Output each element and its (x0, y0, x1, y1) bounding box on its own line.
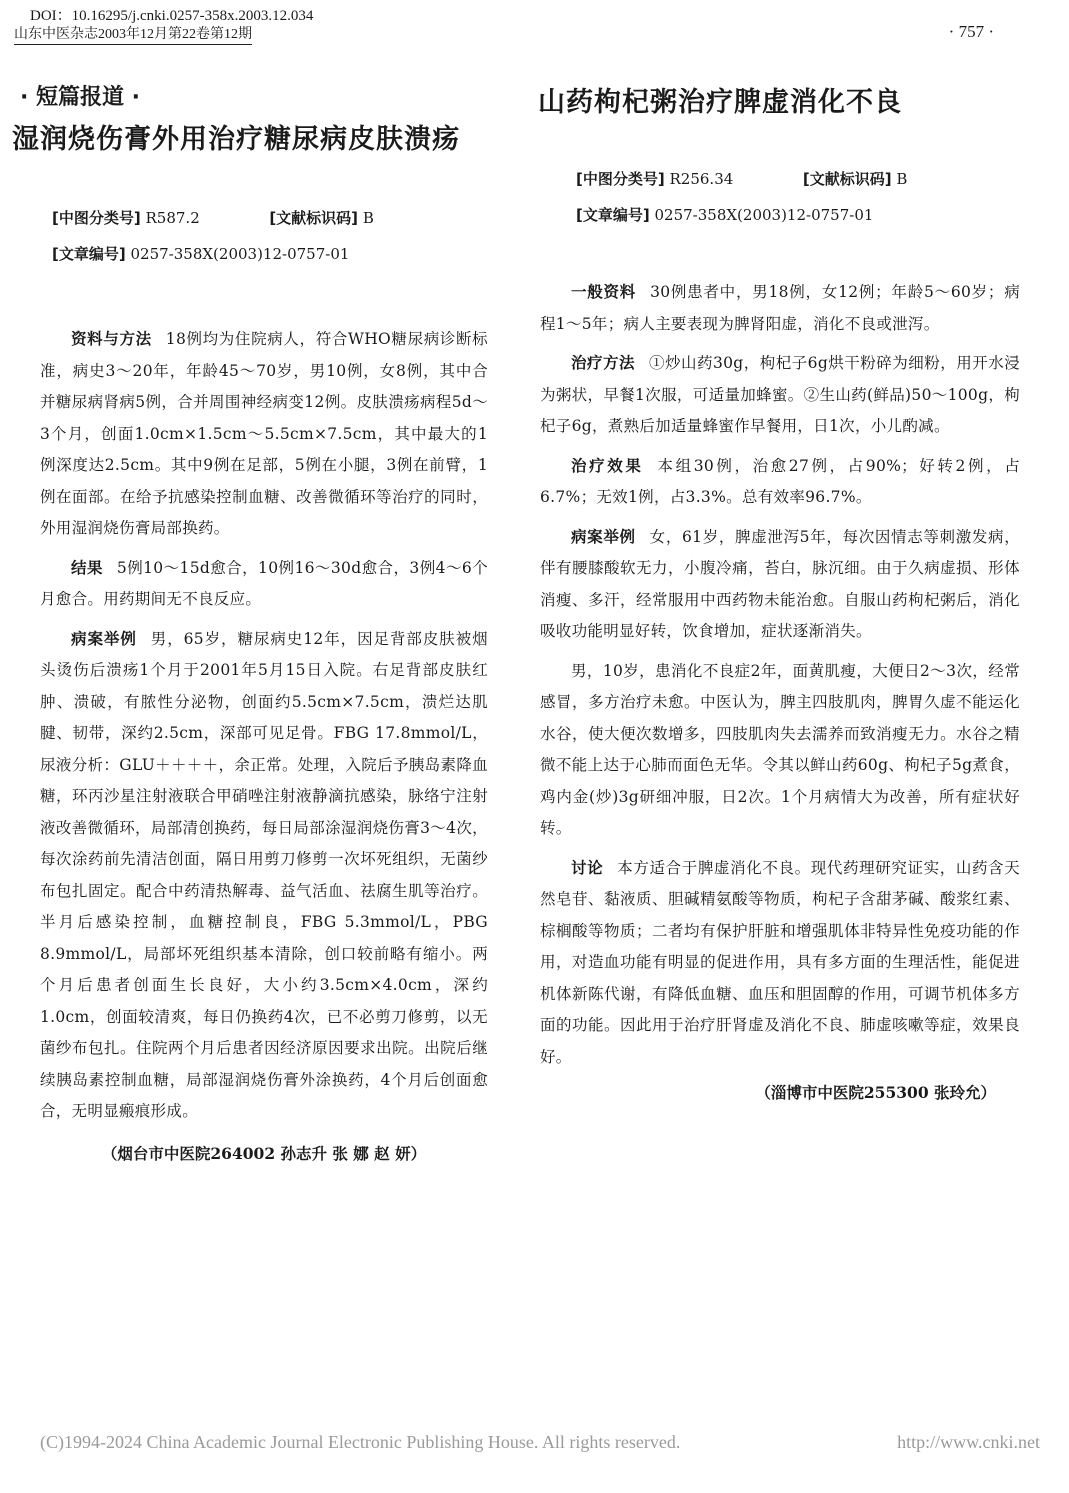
article-body (540, 277, 1020, 1073)
paragraph-text: 本方适合于脾虚消化不良。现代药理研究证实，山药含天然皂苷、黏液质、胆碱精氨酸等物质，枸杞子含甜茅碱、酸浆红素、棕榈酸等物质；二者均有保护肝脏和增强肌体非特异性免疫功能的作用，对造血功能有明显的促进作用，具有多方面的生理活性，能促进机体新陈代谢，有降低血糖、血压和胆固醇的作用，可调节机体多方面的功能。因此用于治疗肝肾虚及消化不良、肺虚咳嗽等症，效果良好。 (540, 858, 1020, 1066)
paragraph-lead: 病案举例 (71, 629, 137, 648)
paragraph-general (540, 277, 1020, 340)
paragraph-lead: 治疗方法 (571, 354, 635, 372)
author-signature: （烟台市中医院264002 孙志升 张 娜 赵 妍） (101, 1143, 427, 1163)
author-signature: （淄博市中医院255300 张玲允） (755, 1083, 996, 1102)
metadata-row-2 (52, 236, 488, 272)
paragraph-lead: 资料与方法 (71, 330, 152, 348)
paragraph-lead: 治疗效果 (571, 456, 644, 475)
paragraph-text: 5例10～15d愈合，10例16～30d愈合，3例4～6个月愈合。用药期间无不良反应。 (40, 558, 488, 608)
paragraph-methods (40, 324, 488, 545)
article-metadata (52, 200, 488, 272)
copyright-text: (C)1994-2024 China Academic Journal Electronic Publishing House. All rights reserved. (40, 1432, 681, 1452)
doc-code-label: [文献标识码] (269, 209, 359, 227)
paragraph-lead: 一般资料 (571, 283, 637, 301)
paragraph-lead: 讨论 (571, 858, 604, 877)
article-title: 山药枸杞粥治疗脾虚消化不良 (538, 87, 902, 118)
paragraph-case (40, 624, 488, 1128)
left-article (12, 80, 488, 1164)
paragraph-discussion (540, 853, 1020, 1074)
article-no-label: [文章编号] (52, 245, 126, 263)
paragraph-case-1 (540, 522, 1020, 648)
article-metadata (576, 161, 1020, 233)
clc-label: [中图分类号] (576, 170, 665, 188)
metadata-row-1 (52, 200, 488, 236)
copyright-footer (40, 1432, 1040, 1453)
metadata-row-1 (576, 161, 1020, 197)
clc-label: [中图分类号] (52, 209, 141, 227)
journal-header: 山东中医杂志2003年12月第22卷第12期 (14, 23, 252, 45)
article-no-value: 0257-358X(2003)12-0757-01 (654, 206, 874, 224)
paragraph-effect (540, 451, 1020, 514)
article-no-value: 0257-358X(2003)12-0757-01 (130, 245, 350, 263)
section-label: · 短篇报道 · (20, 85, 141, 110)
paragraph-text: 30例患者中，男18例，女12例；年龄5～60岁；病程1～5年；病人主要表现为脾肾阳虚，消化不良或泄泻。 (540, 283, 1020, 333)
right-article (540, 80, 1020, 1103)
paragraph-results (40, 553, 488, 616)
paragraph-text: 男，65岁，糖尿病史12年，因足背部皮肤被烟头烫伤后溃疡1个月于2001年5月15日入院。右足背部皮肤红肿、溃破，有脓性分泌物，创面约5.5cm×7.5cm，溃烂达肌腱、韧带，深约2.5cm，深部可见足骨。FBG 17.8mmol/L，尿液分析：GLU＋＋＋＋，余正常。处理，入院后予胰岛素降血糖，环丙沙星注射液联合甲硝唑注射液静滴抗感染，脉络宁注射液改善微循环，局部清创换药，每日局部涂湿润烧伤膏3～4次，每次涂药前先清洁创面，隔日用剪刀修剪一次坏死组织，无菌纱布包扎固定。配合中药清热解毒、益气活血、祛腐生肌等治疗。半月后感染控制，血糖控制良，FBG 5.3mmol/L，PBG 8.9mmol/L，局部坏死组织基本清除，创口较前略有缩小。两个月后患者创面生长良好，大小约3.5cm×4.0cm，深约1.0cm，创面较清爽，每日仍换药4次，已不必剪刀修剪，以无菌纱布包扎。住院两个月后患者因经济原因要求出院。出院后继续胰岛素控制血糖，局部湿润烧伤膏外涂换药，4个月后创面愈合，无明显瘢痕形成。 (40, 629, 488, 1120)
paragraph-case-2 (540, 656, 1020, 845)
clc-value: R256.34 (669, 170, 734, 188)
paragraph-text: 18例均为住院病人，符合WHO糖尿病诊断标准，病史3～20年，年龄45～70岁，男10例，女8例，其中合并糖尿病肾病5例，合并周围神经病变12例。皮肤溃疡病程5d～3个月，创面1.0cm×1.5cm～5.5cm×7.5cm，其中最大的1例深度达2.5cm。其中9例在足部，5例在小腿，3例在前臂，1例在面部。在给予抗感染控制血糖、改善微循环等治疗的同时，外用湿润烧伤膏局部换药。 (40, 330, 488, 537)
metadata-row-2 (576, 197, 1020, 233)
paragraph-text: 女，61岁，脾虚泄泻5年，每次因情志等刺激发病，伴有腰膝酸软无力，小腹冷痛，苔白，脉沉细。由于久病虚损、形体消瘦、多汗，经常服用中西药物未能治愈。自服山药枸杞粥后，消化吸收功能明显好转，饮食增加，症状逐渐消失。 (540, 527, 1020, 640)
article-body (40, 324, 488, 1128)
paragraph-treatment (540, 348, 1020, 443)
doi-line: DOI：10.16295/j.cnki.0257-358x.2003.12.034 (30, 8, 314, 24)
footer-url[interactable]: http://www.cnki.net (897, 1432, 1040, 1452)
doc-code-value: B (362, 209, 374, 227)
doc-code-label: [文献标识码] (802, 170, 892, 188)
article-no-label: [文章编号] (576, 206, 650, 224)
paragraph-lead: 病案举例 (571, 527, 636, 546)
article-title: 湿润烧伤膏外用治疗糖尿病皮肤溃疡 (12, 124, 460, 155)
paragraph-lead: 结果 (71, 558, 103, 577)
clc-value: R587.2 (145, 209, 200, 227)
doc-code-value: B (896, 170, 908, 188)
paragraph-text: 本组30例，治愈27例，占90%；好转2例，占6.7%；无效1例，占3.3%。总有效率96.7%。 (540, 456, 1020, 506)
paragraph-text: ①炒山药30g，枸杞子6g烘干粉碎为细粉，用开水浸为粥状，早餐1次服，可适量加蜂蜜。②生山药(鲜品)50～100g，枸杞子6g，煮熟后加适量蜂蜜作早餐用，日1次，小儿酌减。 (540, 354, 1020, 435)
page-number: · 757 · (948, 22, 994, 41)
paragraph-text: 男，10岁，患消化不良症2年，面黄肌瘦，大便日2～3次，经常感冒，多方治疗未愈。中医认为，脾主四肢肌肉，脾胃久虚不能运化水谷，使大便次数增多，四肢肌肉失去濡养而致消瘦无力。水谷之精微不能上达于心肺而面色无华。令其以鲜山药60g、枸杞子5g煮食，鸡内金(炒)3g研细冲服，日2次。1个月病情大为改善，所有症状好转。 (540, 661, 1020, 837)
